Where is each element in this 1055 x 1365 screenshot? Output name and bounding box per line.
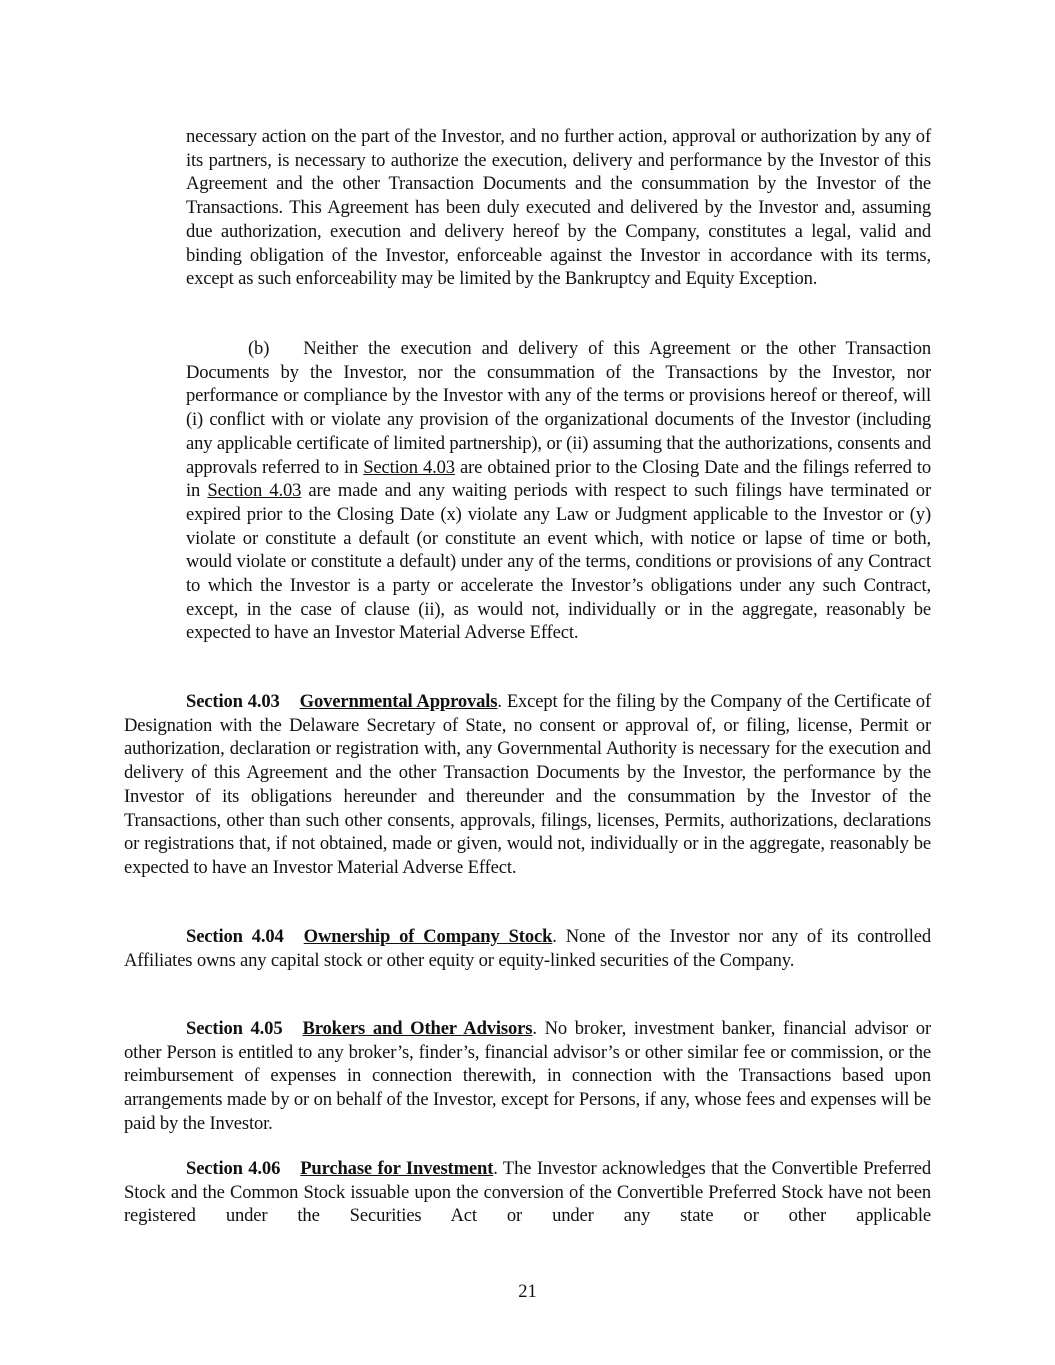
- paragraph-b: [186, 337, 931, 645]
- section-reference-link[interactable]: Section 4.03: [363, 456, 455, 478]
- section-title: Brokers and Other Advisors: [302, 1018, 533, 1039]
- section-reference-link[interactable]: Section 4.03: [207, 480, 302, 502]
- page-number: 21: [518, 1281, 537, 1302]
- clause-label: (b): [248, 338, 270, 359]
- paragraph-text: Neither the execution and delivery of this Agreement or the other Transaction Documents by the Investor, nor the consummation of the Transactions by the Investor, nor performance or compliance by the Investor with any of the terms or provisions hereof or thereof, will (i) conflict with or violate any provision of the organizational documents of the Investor (including any applicable certificate of limited partnership), or (ii) assuming that the authorizations, consents and approvals referred to in: [186, 338, 931, 478]
- paragraph-text: are made and any waiting periods with respect to such filings have terminated or expired prior to the Closing Date (x) violate any Law or Judgment applicable to the Investor or (y) violate or constitute a default (or constitute an event which, with notice or lapse of time or both, would violate or constitute a default) under any of the terms, conditions or provisions of any Contract to which the Investor is a party or accelerate the Investor’s obligations under any such Contract, except, in the case of clause (ii), as would not, individually or in the aggregate, reasonably be expected to have an Investor Material Adverse Effect.: [186, 480, 931, 644]
- section-body: . None of the Investor nor any of its controlled Affiliates owns any capital stock or other equity or equity-linked securities of the Company.: [124, 926, 931, 971]
- section-title: Ownership of Company Stock: [303, 926, 553, 947]
- section-title: Governmental Approvals: [299, 691, 498, 712]
- section-4-05: [124, 1017, 931, 1136]
- paragraph-text: are obtained prior to the Closing Date and the filings referred to in: [186, 456, 931, 502]
- section-body: . No broker, investment banker, financial advisor or other Person is entitled to any broker’s, finder’s, financial advisor’s or other similar fee or commission, or the reimbursement of expenses in connection therewith, in connection with the Transactions based upon arrangements made by or on behalf of the Investor, except for Persons, if any, whose fees and expenses will be paid by the Investor.: [124, 1018, 931, 1134]
- section-4-06: [124, 1157, 931, 1228]
- section-body: . Except for the filing by the Company of the Certificate of Designation with the Delaware Secretary of State, no consent or approval of, or filing, license, Permit or authorization, declaration or registration with, any Governmental Authority is necessary for the execution and delivery of this Agreement and the other Transaction Documents by the Investor, the performance by the Investor of its obligations hereunder and thereunder and the consummation by the Investor of the Transactions, other than such other consents, approvals, filings, licenses, Permits, authorizations, declarations or registrations that, if not obtained, made or given, would not, individually or in the aggregate, reasonably be expected to have an Investor Material Adverse Effect.: [124, 691, 931, 878]
- section-body: . The Investor acknowledges that the Convertible Preferred Stock and the Common Stock issuable upon the conversion of the Convertible Preferred Stock have not been registered under the Securities Act or under any state or other applicable: [124, 1158, 932, 1227]
- paragraph-text: necessary action on the part of the Investor, and no further action, approval or authorization by any of its partners, is necessary to authorize the execution, delivery and performance by the Investor of this Agreement and the other Transaction Documents and the consummation by the Investor of the Transactions. This Agreement has been duly executed and delivered by the Investor and, assuming due authorization, execution and delivery hereof by the Company, constitutes a legal, valid and binding obligation of the Investor, enforceable against the Investor in accordance with its terms, except as such enforceability may be limited by the Bankruptcy and Equity Exception.: [186, 126, 931, 290]
- section-number: Section 4.05: [186, 1018, 283, 1039]
- section-title: Purchase for Investment: [300, 1158, 494, 1179]
- section-number: Section 4.04: [186, 926, 284, 947]
- section-number: Section 4.06: [186, 1158, 281, 1179]
- section-number: Section 4.03: [186, 691, 280, 712]
- section-4-04: [124, 925, 931, 972]
- paragraph-continuation: [186, 125, 931, 291]
- section-4-03: [124, 690, 931, 880]
